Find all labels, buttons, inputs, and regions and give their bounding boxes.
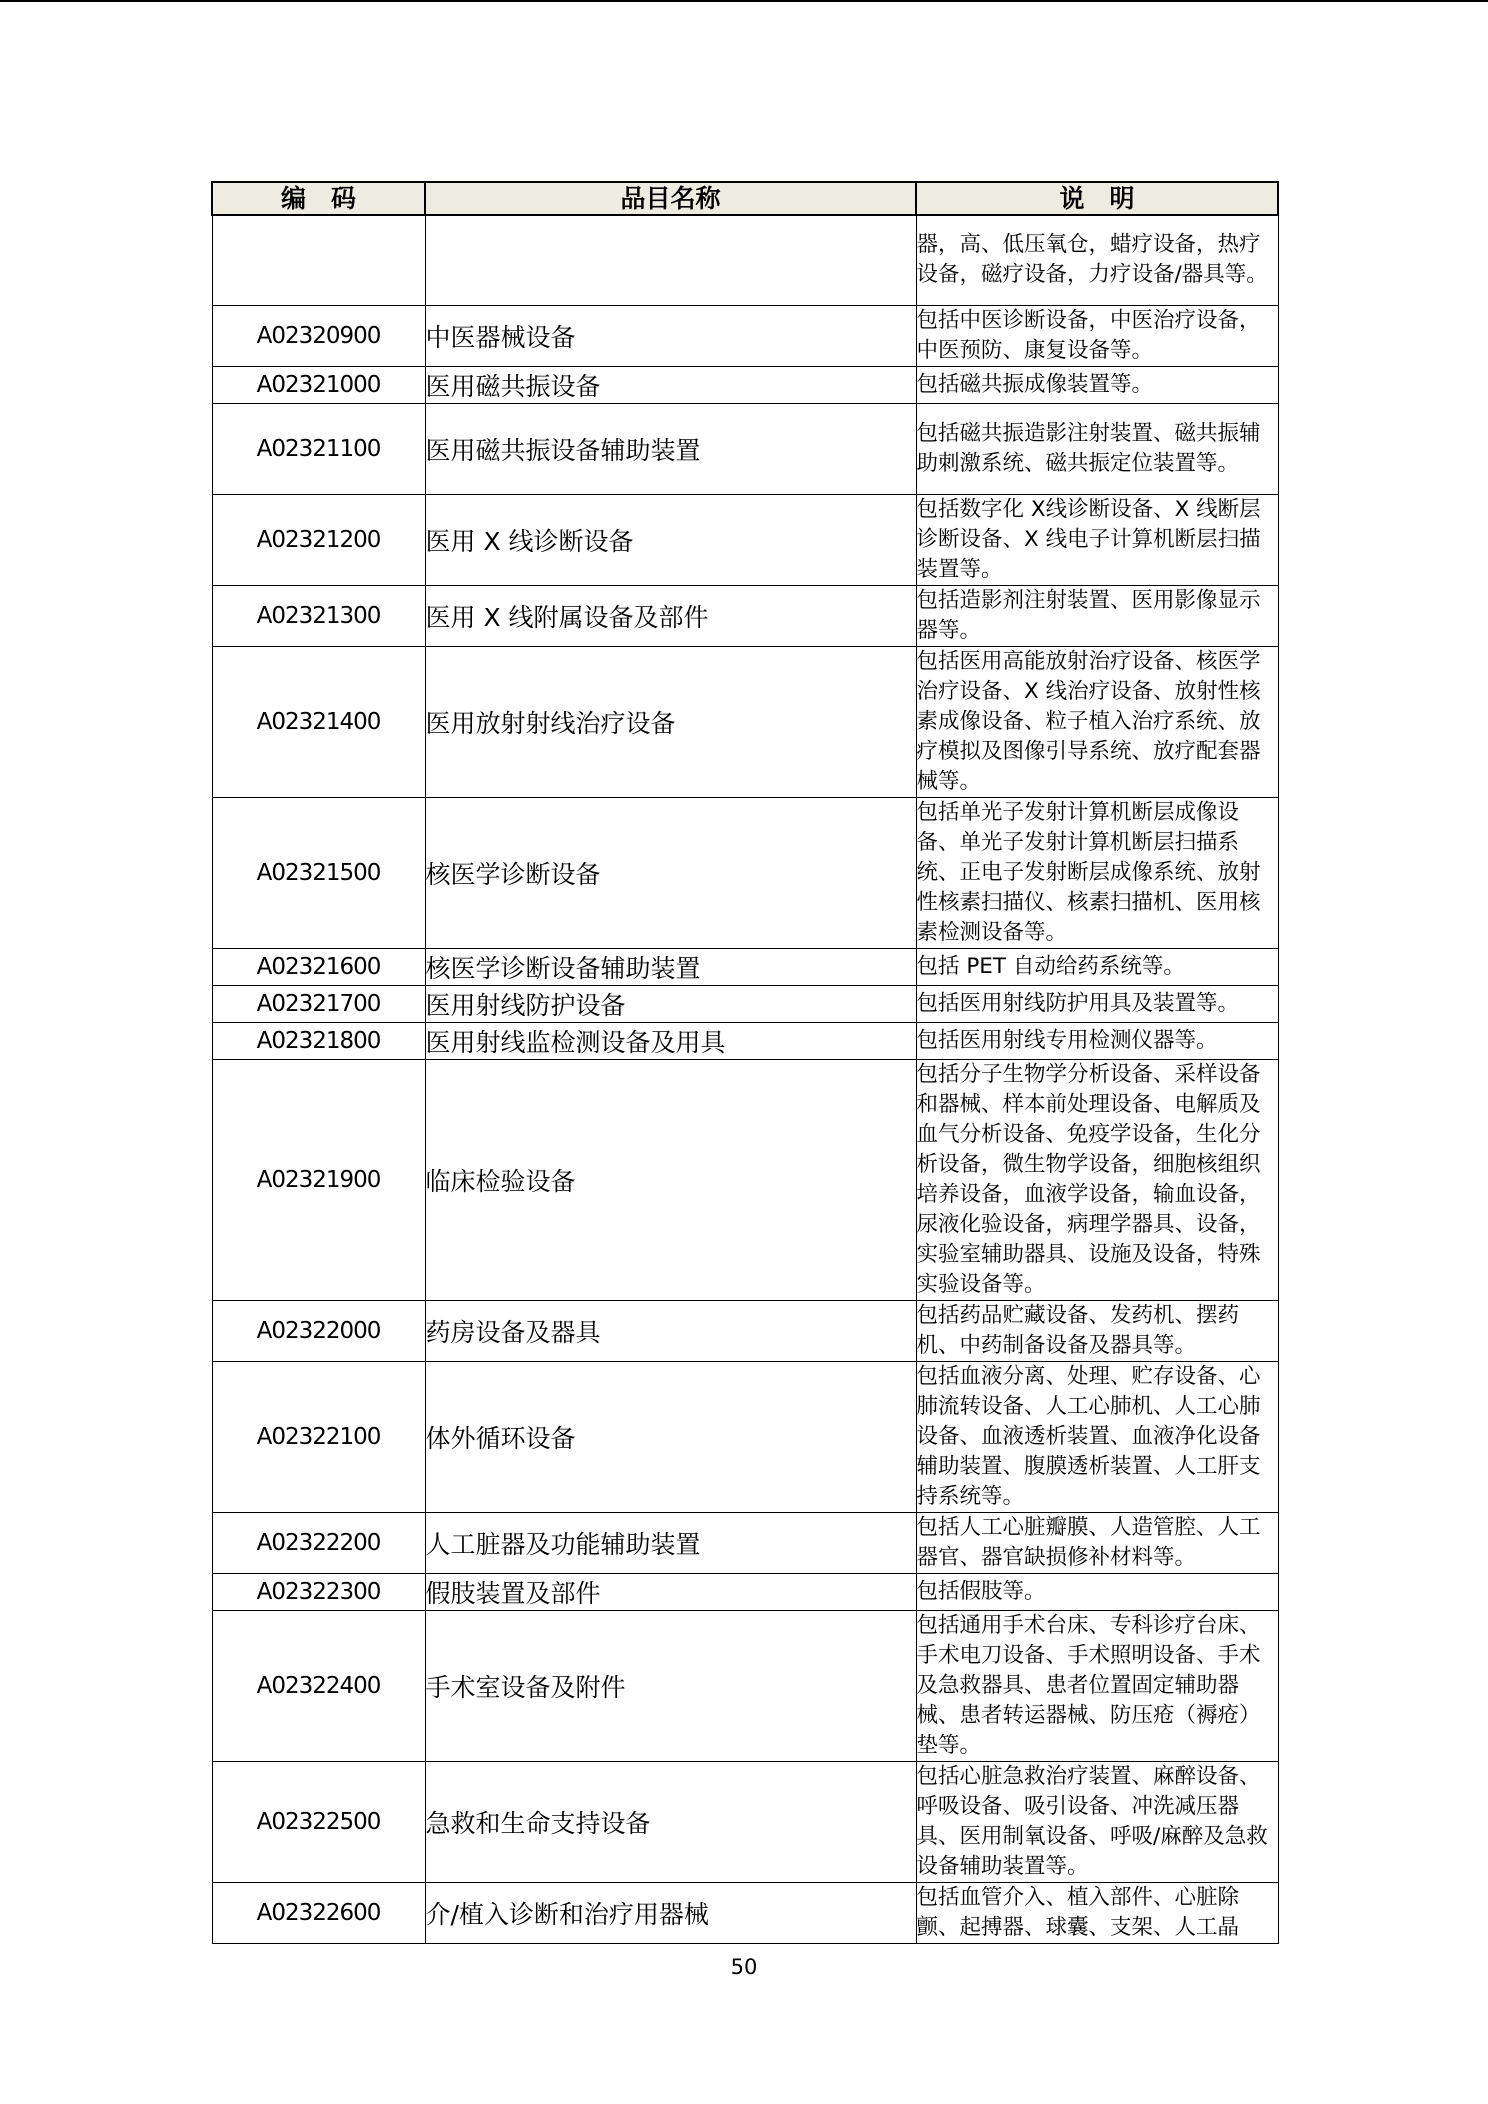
row-code: A02321500 [212, 797, 425, 948]
table-row [212, 985, 1278, 1022]
row-code: A02321800 [212, 1022, 425, 1059]
row-description: 包括数字化 X线诊断设备、X 线断层诊断设备、X 线电子计算机断层扫描装置等。 [916, 494, 1278, 585]
row-description: 包括人工心脏瓣膜、人造管腔、人工器官、器官缺损修补材料等。 [916, 1512, 1278, 1573]
row-code: A02322000 [212, 1300, 425, 1361]
table-row [212, 305, 1278, 366]
table-row [212, 1512, 1278, 1573]
row-name: 核医学诊断设备 [425, 797, 916, 948]
row-description: 包括造影剂注射装置、医用影像显示器等。 [916, 585, 1278, 646]
row-code: A02322100 [212, 1361, 425, 1512]
row-code: A02322400 [212, 1610, 425, 1761]
table-row [212, 403, 1278, 494]
row-name: 假肢装置及部件 [425, 1573, 916, 1610]
row-description: 包括假肢等。 [916, 1573, 1278, 1610]
table-row [212, 215, 1278, 305]
table-row [212, 1610, 1278, 1761]
row-code [212, 215, 425, 305]
row-name: 医用磁共振设备 [425, 366, 916, 403]
row-code: A02321000 [212, 366, 425, 403]
table-row [212, 366, 1278, 403]
row-name: 临床检验设备 [425, 1059, 916, 1300]
header-description: 说 明 [916, 182, 1278, 215]
table-row [212, 797, 1278, 948]
row-description: 包括医用高能放射治疗设备、核医学治疗设备、X 线治疗设备、放射性核素成像设备、粒子植入治疗系统、放疗模拟及图像引导系统、放疗配套器械等。 [916, 646, 1278, 797]
row-description: 器，高、低压氧仓，蜡疗设备，热疗设备，磁疗设备，力疗设备/器具等。 [916, 215, 1278, 305]
row-description: 包括分子生物学分析设备、采样设备和器械、样本前处理设备、电解质及血气分析设备、免疫学设备，生化分析设备，微生物学设备，细胞核组织培养设备，血液学设备，输血设备，尿液化验设备，病理学器具、设备，实验室辅助器具、设施及设备，特殊实验设备等。 [916, 1059, 1278, 1300]
row-name: 手术室设备及附件 [425, 1610, 916, 1761]
row-code: A02321900 [212, 1059, 425, 1300]
row-code: A02321700 [212, 985, 425, 1022]
table-row [212, 646, 1278, 797]
row-name: 医用射线防护设备 [425, 985, 916, 1022]
row-code: A02321200 [212, 494, 425, 585]
row-description: 包括中医诊断设备，中医治疗设备，中医预防、康复设备等。 [916, 305, 1278, 366]
header-name: 品目名称 [425, 182, 916, 215]
row-description: 包括磁共振造影注射装置、磁共振辅助刺激系统、磁共振定位装置等。 [916, 403, 1278, 494]
row-code: A02322300 [212, 1573, 425, 1610]
row-code: A02320900 [212, 305, 425, 366]
table-row [212, 494, 1278, 585]
top-border-rule [0, 0, 1488, 2]
row-description: 包括心脏急救治疗装置、麻醉设备、呼吸设备、吸引设备、冲洗减压器具、医用制氧设备、呼吸/麻醉及急救设备辅助装置等。 [916, 1761, 1278, 1882]
row-name: 医用 X 线诊断设备 [425, 494, 916, 585]
row-name: 医用放射射线治疗设备 [425, 646, 916, 797]
row-name: 药房设备及器具 [425, 1300, 916, 1361]
row-name: 医用磁共振设备辅助装置 [425, 403, 916, 494]
catalog-table [211, 181, 1279, 1944]
row-description: 包括通用手术台床、专科诊疗台床、手术电刀设备、手术照明设备、手术及急救器具、患者位置固定辅助器械、患者转运器械、防压疮（褥疮）垫等。 [916, 1610, 1278, 1761]
table-row [212, 1300, 1278, 1361]
row-name [425, 215, 916, 305]
row-code: A02321600 [212, 948, 425, 985]
row-description: 包括药品贮藏设备、发药机、摆药机、中药制备设备及器具等。 [916, 1300, 1278, 1361]
row-description: 包括单光子发射计算机断层成像设备、单光子发射计算机断层扫描系统、正电子发射断层成像系统、放射性核素扫描仪、核素扫描机、医用核素检测设备等。 [916, 797, 1278, 948]
row-name: 中医器械设备 [425, 305, 916, 366]
row-name: 体外循环设备 [425, 1361, 916, 1512]
table-row [212, 1059, 1278, 1300]
table-row [212, 585, 1278, 646]
row-name: 核医学诊断设备辅助装置 [425, 948, 916, 985]
row-description: 包括医用射线防护用具及装置等。 [916, 985, 1278, 1022]
row-code: A02321400 [212, 646, 425, 797]
row-code: A02322200 [212, 1512, 425, 1573]
row-name: 急救和生命支持设备 [425, 1761, 916, 1882]
row-description: 包括磁共振成像装置等。 [916, 366, 1278, 403]
row-name: 医用 X 线附属设备及部件 [425, 585, 916, 646]
row-name: 人工脏器及功能辅助装置 [425, 1512, 916, 1573]
row-code: A02321300 [212, 585, 425, 646]
table-row [212, 1761, 1278, 1882]
row-code: A02322600 [212, 1882, 425, 1943]
table-row [212, 948, 1278, 985]
table-row [212, 1573, 1278, 1610]
row-code: A02322500 [212, 1761, 425, 1882]
row-name: 医用射线监检测设备及用具 [425, 1022, 916, 1059]
row-description: 包括 PET 自动给药系统等。 [916, 948, 1278, 985]
row-description: 包括血液分离、处理、贮存设备、心肺流转设备、人工心肺机、人工心肺设备、血液透析装置、血液净化设备辅助装置、腹膜透析装置、人工肝支持系统等。 [916, 1361, 1278, 1512]
table-header-row [212, 182, 1278, 215]
table-row [212, 1361, 1278, 1512]
table-row [212, 1882, 1278, 1943]
row-description: 包括血管介入、植入部件、心脏除颤、起搏器、球囊、支架、人工晶 [916, 1882, 1278, 1943]
row-name: 介/植入诊断和治疗用器械 [425, 1882, 916, 1943]
row-description: 包括医用射线专用检测仪器等。 [916, 1022, 1278, 1059]
page-number: 50 [730, 1955, 758, 1979]
row-code: A02321100 [212, 403, 425, 494]
table-row [212, 1022, 1278, 1059]
header-code: 编 码 [212, 182, 425, 215]
